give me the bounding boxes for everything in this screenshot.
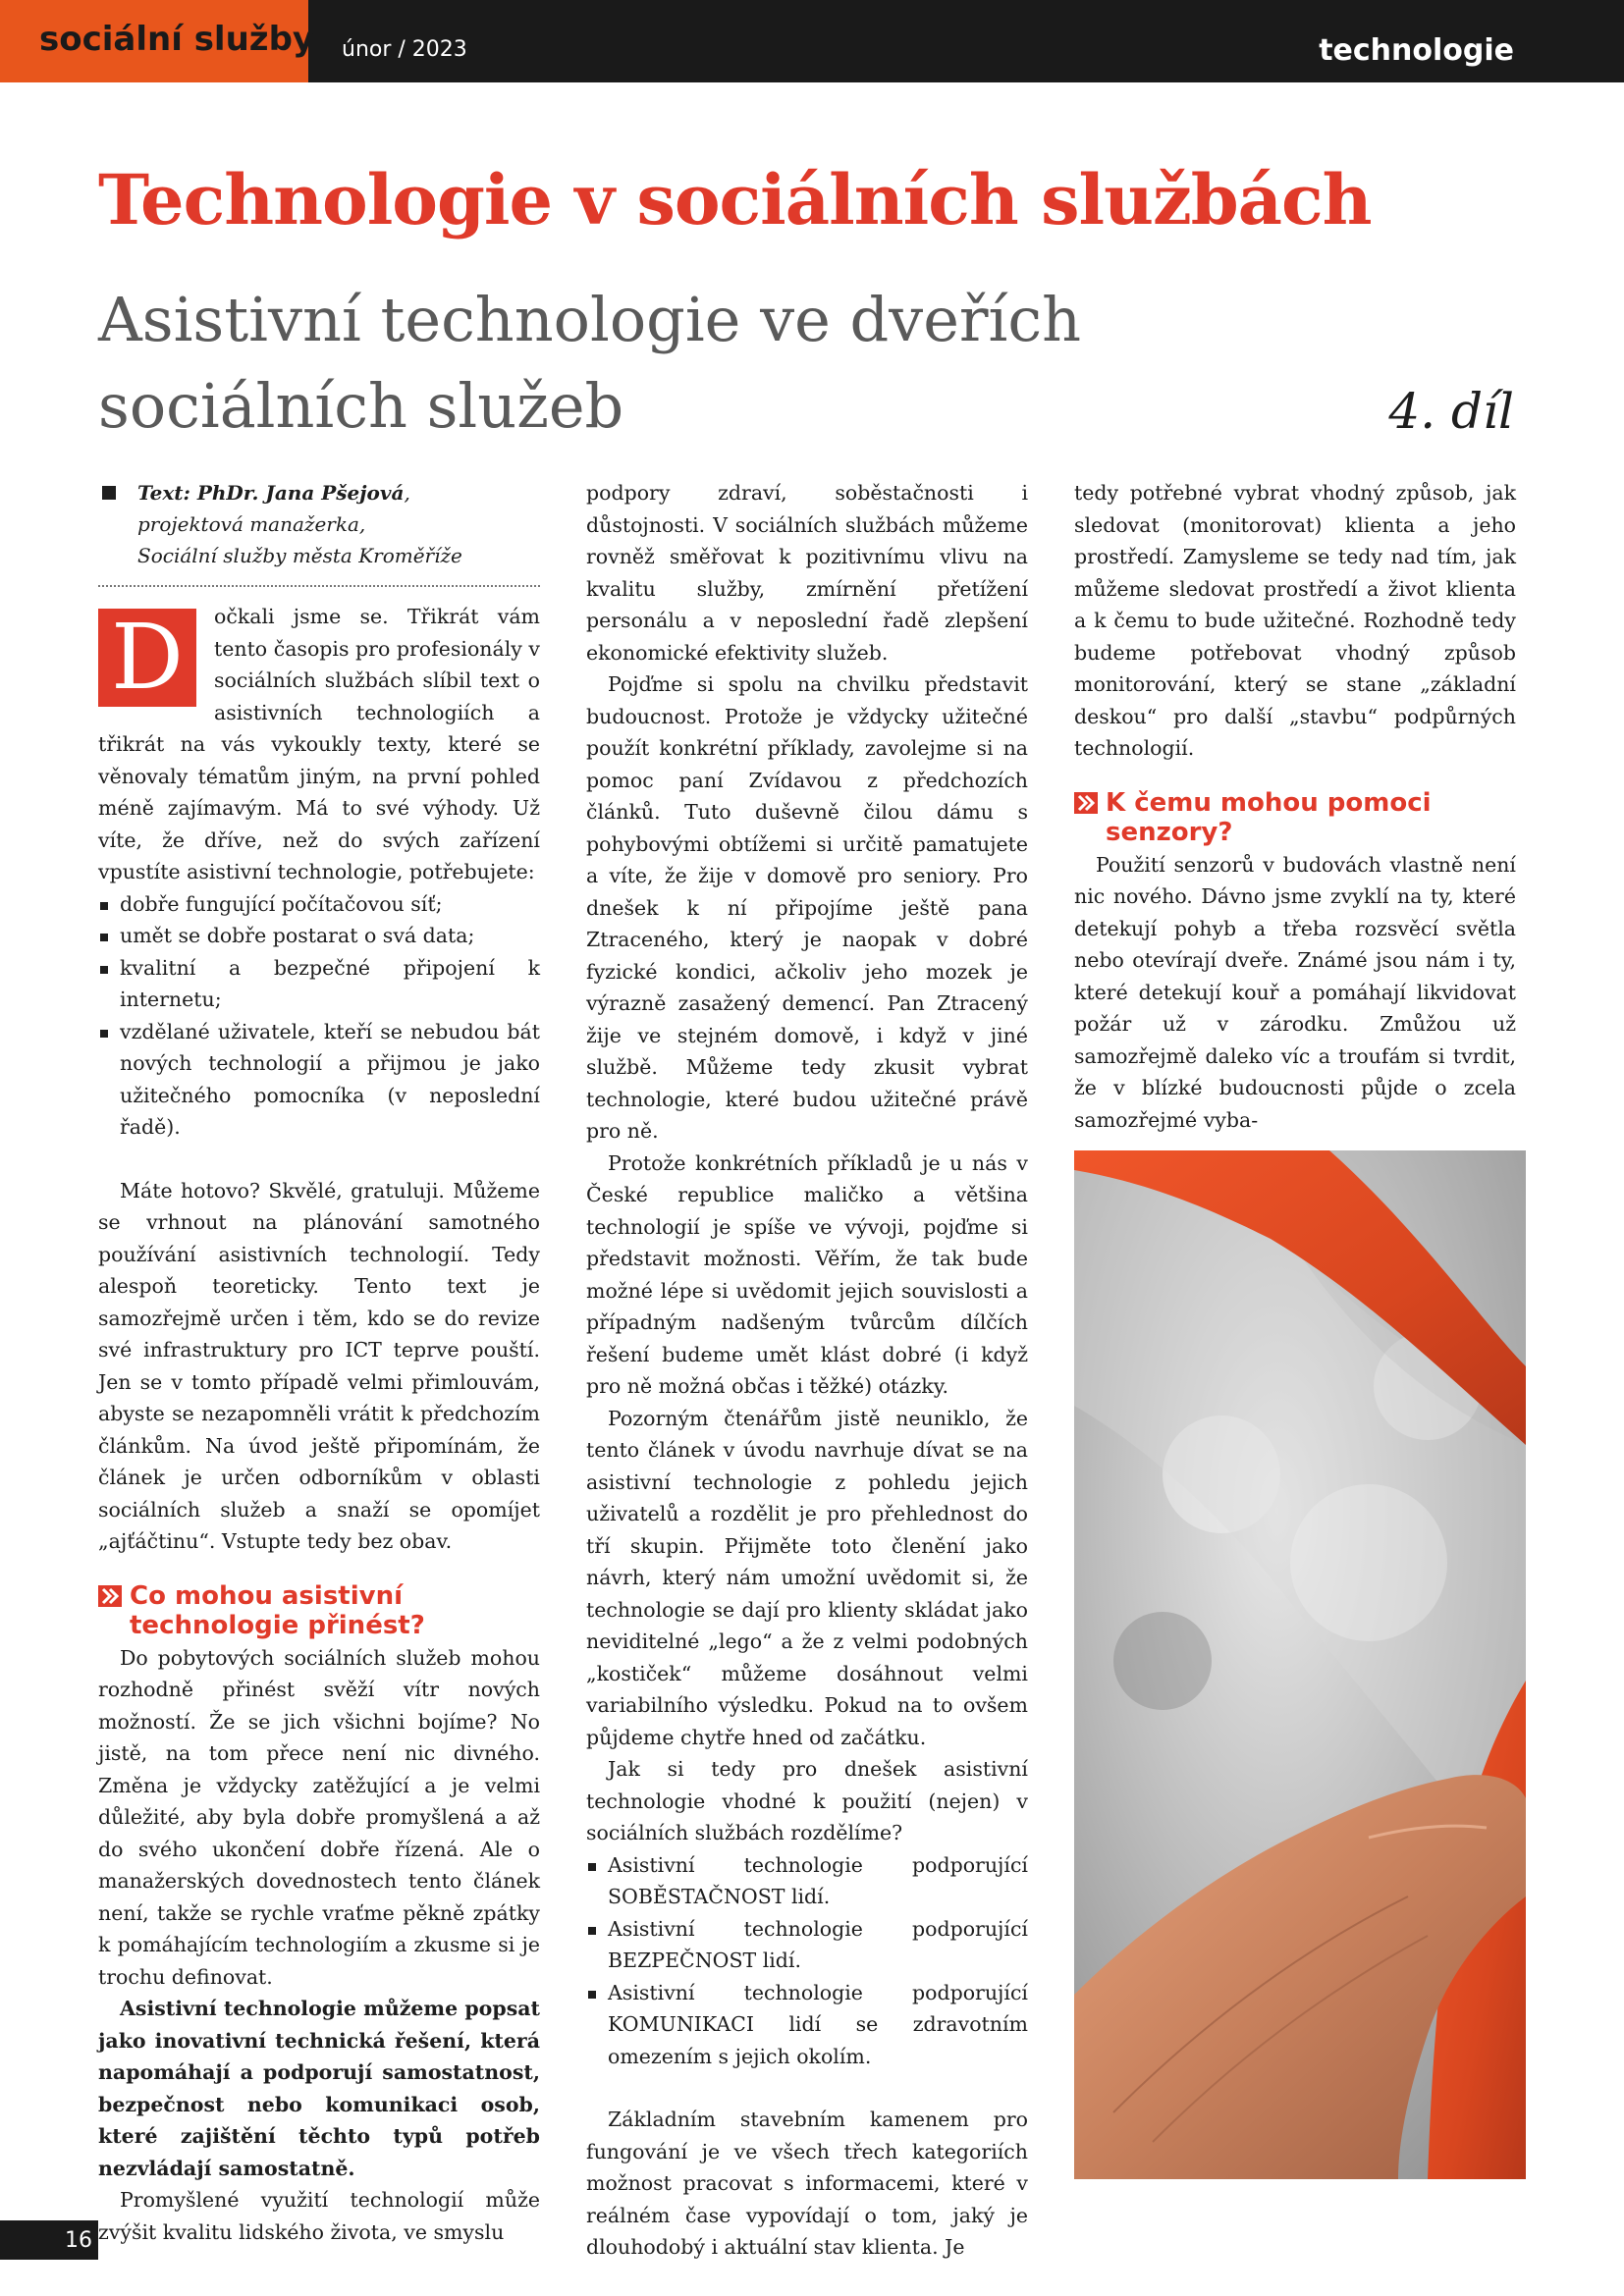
header-bar (0, 0, 1624, 82)
definition-paragraph: Asistivní technologie můžeme popsat jako inovativní technická řešení, která napomáhají a podporují samostatnost, bezpečnost nebo komunikaci osob, které zajištění těchto typů potřeb nezvládají samostatně. (98, 1997, 540, 2180)
section-label: technologie (1319, 33, 1514, 68)
categories-list (586, 1849, 1028, 2073)
drop-cap: D (98, 609, 196, 707)
section-heading (98, 1581, 540, 1640)
article-title: Technologie v sociálních službách (98, 159, 1372, 240)
author-name: Text: PhDr. Jana Pšejová (137, 481, 405, 505)
requirements-list (98, 888, 540, 1144)
paragraph: Promyšlené využití technologií může zvýšit kvalitu lidského života, ve smyslu (98, 2188, 540, 2244)
paragraph: Do pobytových sociálních služeb mohou rozhodně přinést svěží vítr nových možností. Že se jich všichni bojíme? No jistě, na tom přece není nic divného. Změna je vždycky zatěžující a je velmi důležité, aby byla dobře promyšlená a až do svého ukončení dobře řízená. Ale o manažerských dovednostech tento článek není, takže se rychle vraťme pěkně zpátky k pomáhajícím technologiím a zkusme si je trochu definovat. (98, 1645, 540, 1989)
series-part: 4. díl (1388, 383, 1514, 440)
list-item: Asistivní technologie podporující SOBĚSTAČNOST lidí. (586, 1849, 1028, 1913)
dotted-divider (98, 585, 540, 587)
square-bullet-icon (102, 486, 116, 500)
column-2 (586, 477, 1028, 2264)
paragraph: Jak si tedy pro dnešek asistivní technologie vhodné k použití (nejen) v sociálních službách rozdělíme? (586, 1757, 1028, 1844)
issue-date: únor / 2023 (342, 37, 467, 62)
page-number: 16 (65, 2228, 92, 2253)
hand-photo-illustration (1074, 1150, 1526, 2179)
magazine-name: sociální služby (39, 20, 315, 59)
list-item: Asistivní technologie podporující KOMUNIKACI lidí se zdravotním omezením s jejich okolím. (586, 1977, 1028, 2073)
article-subtitle: Asistivní technologie ve dveřích sociálních služeb (98, 284, 1082, 442)
section-heading-text: K čemu mohou pomoci senzory? (1106, 787, 1432, 847)
chevron-marker-icon (98, 1585, 122, 1607)
paragraph: Pozorným čtenářům jistě neuniklo, že tento článek v úvodu navrhuje dívat se na asistivní technologie z pohledu jejich uživatelů a rozdělit je pro přehlednost do tří skupin. Přijměte toto členění jako návrh, který nám umožní uvědomit si, že technologie se dají pro klienty skládat jako neviditelné „lego“ a že z velmi podobných „kostiček“ můžeme dosáhnout velmi variabilního výsledku. Pokud na to ovšem půjdeme chytře hned od začátku. (586, 1406, 1028, 1749)
paragraph: Pojďme si spolu na chvilku představit budoucnost. Protože je vždycky užitečné použít konkrétní příklady, zavolejme si na pomoc paní Zvídavou z předchozích článků. Tuto duševně čilou dámu s pohybovými obtížemi si určitě pamatujete a víte, že žije v domově pro seniory. Pro dnešek k ní připojíme ještě pana Ztraceného, který je naopak v dobré fyzické kondici, ačkoliv jeho mozek je výrazně zasažený demencí. Pan Ztracený žije ve stejném domově, i když v jiné službě. Můžeme tedy zkusit vybrat technologie, které budou užitečné právě pro ně. (586, 672, 1028, 1143)
paragraph: Použití senzorů v budovách vlastně není nic nového. Dávno jsme zvyklí na ty, které detekují pohyb a třeba rozsvěcí světla nebo otevírají dveře. Známé jsou nám i ty, které detekují kouř a pomáhají likvidovat požár už v zárodku. Zmůžou už samozřejmě daleko víc a troufám si tvrdit, že v blízké budoucnosti půjde o zcela samozřejmé vyba- (1074, 852, 1516, 1132)
section-heading (1074, 788, 1516, 847)
author-role: projektová manažerka, (137, 512, 366, 536)
paragraph: tedy potřebné vybrat vhodný způsob, jak sledovat (monitorovat) klienta a jeho prostředí. Zamysleme se tedy nad tím, jak můžeme sledovat prostředí a život klienta a k čemu to bude užitečné. Rozhodně tedy budeme potřebovat vhodný způsob monitorování, který se stane „základní deskou“ pro další „stavbu“ podpůrných technologií. (1074, 481, 1516, 760)
list-item: vzdělané uživatele, kteří se nebudou bát nových technologií a přijmou je jako užitečného pomocníka (v neposlední řadě). (98, 1016, 540, 1144)
author-organization: Sociální služby města Kroměříže (137, 544, 462, 567)
list-item: dobře fungující počítačovou síť; (98, 888, 540, 921)
paragraph: Základním stavebním kamenem pro fungování je ve všech třech kategoriích možnost pracovat s informacemi, které v reálném čase vypovídají o tom, jaký je dlouhodobý i aktuální stav klienta. Je (586, 2108, 1028, 2259)
column-3 (1074, 477, 1516, 1136)
intro-paragraph: očkali jsme se. Třikrát vám tento časopis pro profesionály v sociálních službách slíbil text o asistivních technologiích a třikrát na vás vykoukly texty, které se věnovaly tématům jiným, na první pohled méně zajímavým. Má to své výhody. Už víte, že dříve, než do svých zařízení vpustíte asistivní technologie, potřebujete: (98, 605, 540, 883)
list-item: umět se dobře postarat o svá data; (98, 920, 540, 952)
page-number-block (0, 2220, 98, 2260)
list-item: kvalitní a bezpečné připojení k internetu; (98, 952, 540, 1016)
paragraph: podpory zdraví, soběstačnosti i důstojnosti. V sociálních službách můžeme rovněž směřovat k pozitivnímu vlivu na kvalitu služby, zmírnění přetížení personálu a v neposlední řadě zlepšení ekonomické efektivity služeb. (586, 481, 1028, 665)
hand-photo (1074, 1150, 1526, 2179)
list-item: Asistivní technologie podporující BEZPEČNOST lidí. (586, 1913, 1028, 1977)
author-block: Text: PhDr. Jana Pšejová, projektová manažerka, Sociální služby města Kroměříže (98, 477, 540, 571)
magazine-brand-block (0, 0, 315, 82)
section-heading-text: Co mohou asistivní technologie přinést? (130, 1580, 425, 1640)
paragraph: Máte hotovo? Skvělé, gratuluji. Můžeme se vrhnout na plánování samotného používání asistivních technologií. Tedy alespoň teoreticky. Tento text je samozřejmě určen i těm, kdo se do revize své infrastruktury pro ICT teprve pouští. Jen se v tomto případě velmi přimlouvám, abyste se nezapomněli vrátit k předchozím článkům. Na úvod ještě připomínám, že článek je určen odborníkům v oblasti sociálních služeb a snaží se opomíjet „ajťáčtinu“. Vstupte tedy bez obav. (98, 1178, 540, 1553)
column-1 (98, 477, 540, 2248)
chevron-marker-icon (1074, 792, 1098, 814)
paragraph: Protože konkrétních příkladů je u nás v České republice maličko a většina technologií je spíše ve vývoji, pojďme si představit možnosti. Věřím, že tak bude možné lépe si uvědomit jejich souvislosti a případným nadšeným tvůrcům dílčích řešení budeme umět klást dobré (i když pro ně možná občas i těžké) otázky. (586, 1150, 1028, 1398)
